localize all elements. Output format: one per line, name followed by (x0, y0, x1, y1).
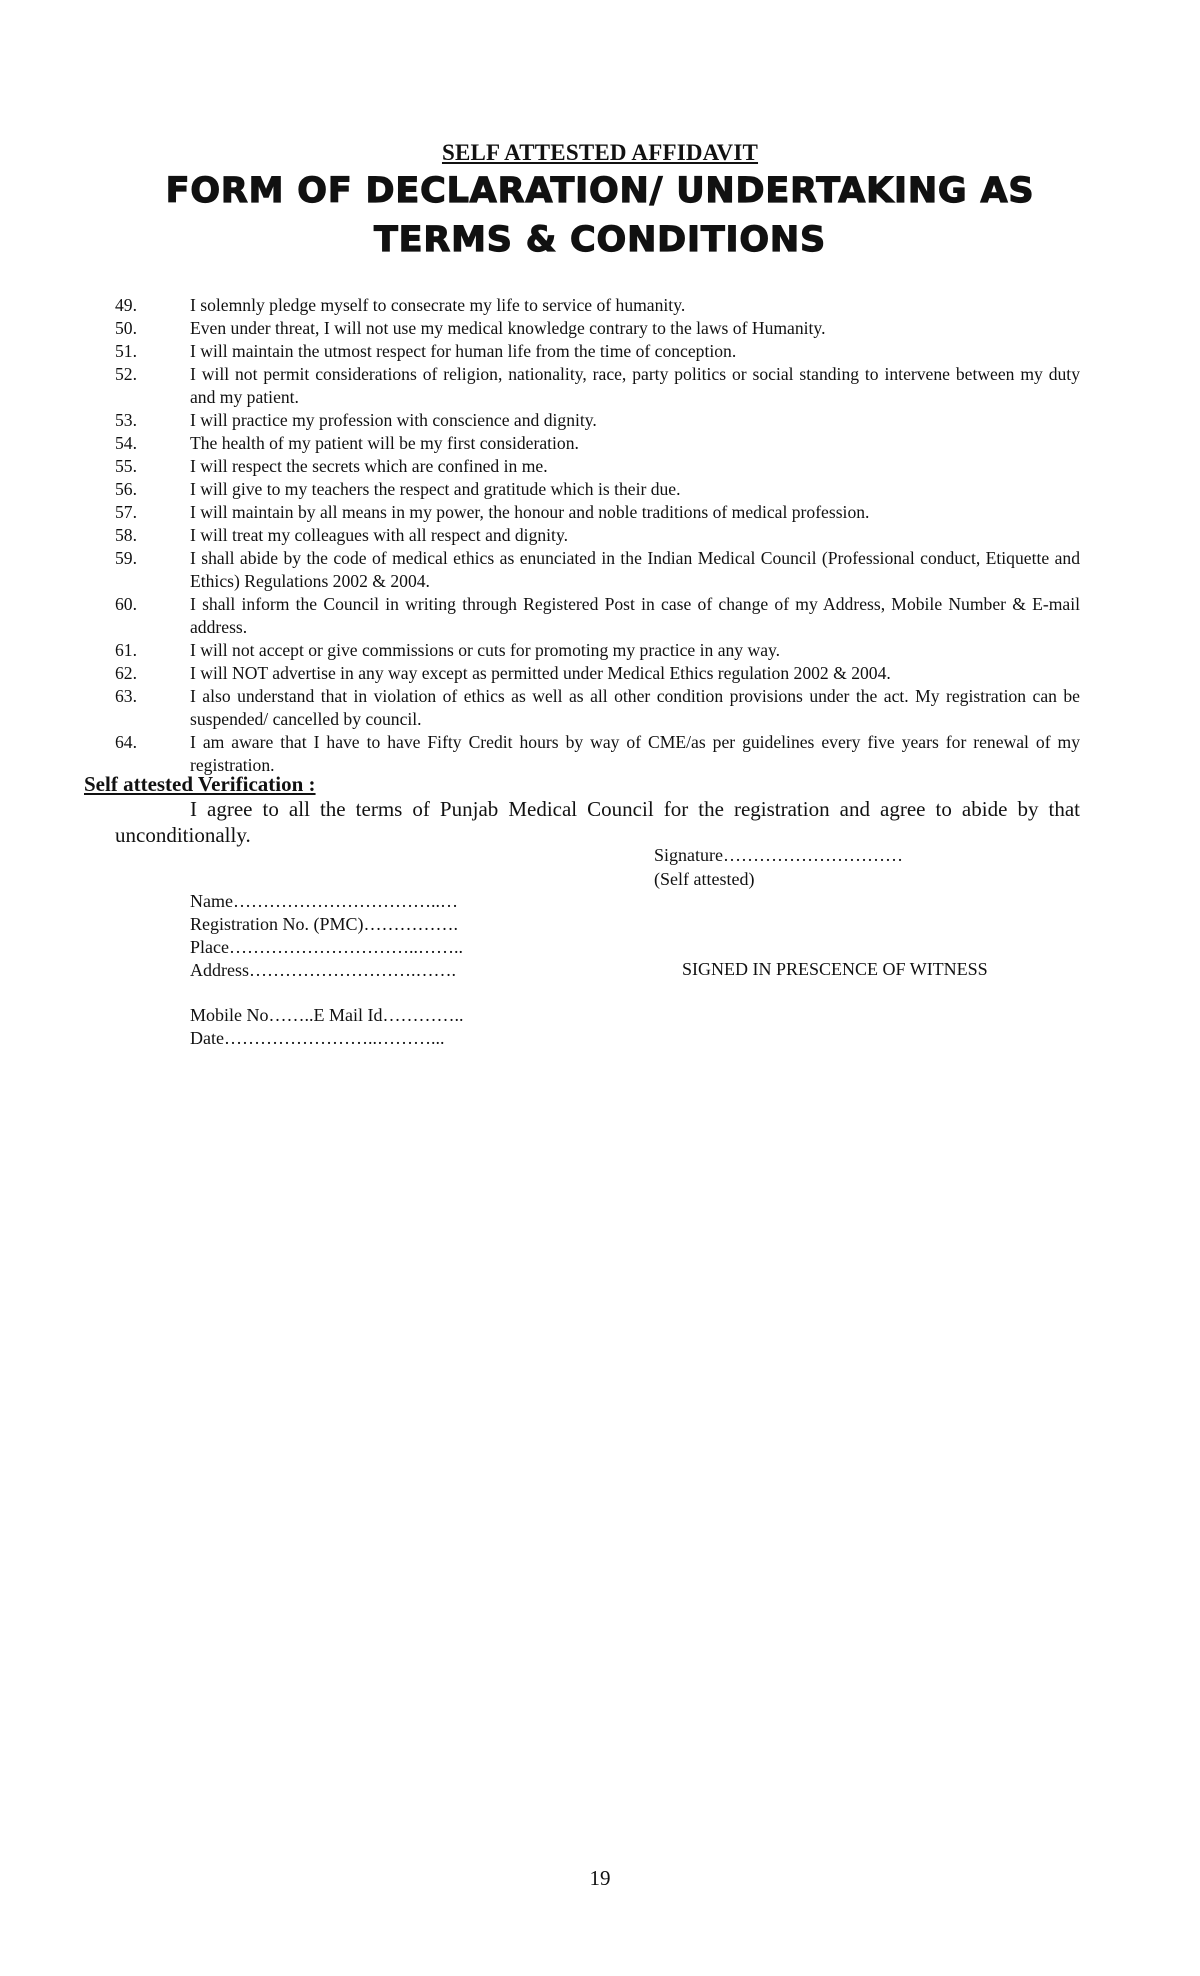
verification-heading: Self attested Verification : (84, 772, 316, 796)
item-number: 56. (115, 479, 137, 499)
item-text: I will give to my teachers the respect and gratitude which is their due. (190, 479, 681, 499)
place-field: Place…………………………..…….. (190, 937, 463, 957)
page-number: 19 (589, 1866, 611, 1890)
list-item (115, 455, 1080, 478)
list-item (115, 593, 1080, 639)
item-text: I will not permit considerations of religion, nationality, race, party politics or social standing to intervene between my duty and my patient. (190, 364, 1080, 407)
item-text: I will maintain by all means in my power, the honour and noble traditions of medical profession. (190, 502, 870, 522)
list-item (115, 547, 1080, 593)
item-text: I shall abide by the code of medical ethics as enunciated in the Indian Medical Council (Professional conduct, Etiquette and Ethics) Regulations 2002 & 2004. (190, 548, 1080, 591)
item-number: 60. (115, 594, 137, 614)
witness-statement: SIGNED IN PRESCENCE OF WITNESS (682, 959, 988, 979)
item-number: 57. (115, 502, 137, 522)
signature-line: Signature………………………… (654, 845, 903, 865)
affidavit-subtitle: SELF ATTESTED AFFIDAVIT (441, 140, 759, 165)
item-number: 50. (115, 318, 137, 338)
list-item (115, 363, 1080, 409)
mobile-email-field: Mobile No……..E Mail Id………….. (190, 1005, 464, 1025)
self-attested-note: (Self attested) (654, 869, 755, 889)
list-item (115, 294, 1080, 317)
item-text: I am aware that I have to have Fifty Credit hours by way of CME/as per guidelines every five years for renewal of my registration. (190, 732, 1080, 775)
item-number: 53. (115, 410, 137, 430)
name-field: Name……………………………..… (190, 891, 458, 911)
item-text: The health of my patient will be my first consideration. (190, 433, 579, 453)
item-number: 61. (115, 640, 137, 660)
item-number: 51. (115, 341, 137, 361)
item-number: 54. (115, 433, 137, 453)
list-item (115, 501, 1080, 524)
item-text: Even under threat, I will not use my medical knowledge contrary to the laws of Humanity. (190, 318, 826, 338)
item-number: 52. (115, 364, 137, 384)
list-item (115, 731, 1080, 777)
item-number: 55. (115, 456, 137, 476)
registration-field: Registration No. (PMC)……………. (190, 914, 458, 934)
item-text: I solemnly pledge myself to consecrate my life to service of humanity. (190, 295, 686, 315)
list-item (115, 639, 1080, 662)
list-item (115, 662, 1080, 685)
field-spacer (190, 982, 463, 1004)
item-text: I will NOT advertise in any way except as permitted under Medical Ethics regulation 2002 & 2004. (190, 663, 891, 683)
list-item (115, 478, 1080, 501)
item-text: I will treat my colleagues with all respect and dignity. (190, 525, 568, 545)
list-item (115, 317, 1080, 340)
item-number: 62. (115, 663, 137, 683)
list-item (115, 340, 1080, 363)
applicant-fields (190, 890, 463, 1050)
item-number: 49. (115, 295, 137, 315)
declaration-list (115, 294, 1080, 777)
page-title-line-1: FORM OF DECLARATION/ UNDERTAKING AS (165, 171, 1035, 211)
item-number: 64. (115, 732, 137, 752)
list-item (115, 524, 1080, 547)
item-text: I also understand that in violation of ethics as well as all other condition provisions under the act. My registration can be suspended/ cancelled by council. (190, 686, 1080, 729)
item-number: 59. (115, 548, 137, 568)
item-text: I will maintain the utmost respect for human life from the time of conception. (190, 341, 737, 361)
list-item (115, 409, 1080, 432)
list-item (115, 685, 1080, 731)
date-field: Date……………………..………... (190, 1028, 445, 1048)
item-text: I will not accept or give commissions or cuts for promoting my practice in any way. (190, 640, 781, 660)
signature-block (654, 843, 903, 891)
item-text: I shall inform the Council in writing through Registered Post in case of change of my Address, Mobile Number & E-mail address. (190, 594, 1080, 637)
address-field: Address……………………….……. (190, 960, 456, 980)
item-number: 63. (115, 686, 137, 706)
item-text: I will practice my profession with conscience and dignity. (190, 410, 597, 430)
item-number: 58. (115, 525, 137, 545)
page-title-line-2: TERMS & CONDITIONS (373, 220, 827, 260)
list-item (115, 432, 1080, 455)
verification-statement: I agree to all the terms of Punjab Medical Council for the registration and agree to abide by that unconditionally. (115, 797, 1080, 847)
item-text: I will respect the secrets which are confined in me. (190, 456, 548, 476)
